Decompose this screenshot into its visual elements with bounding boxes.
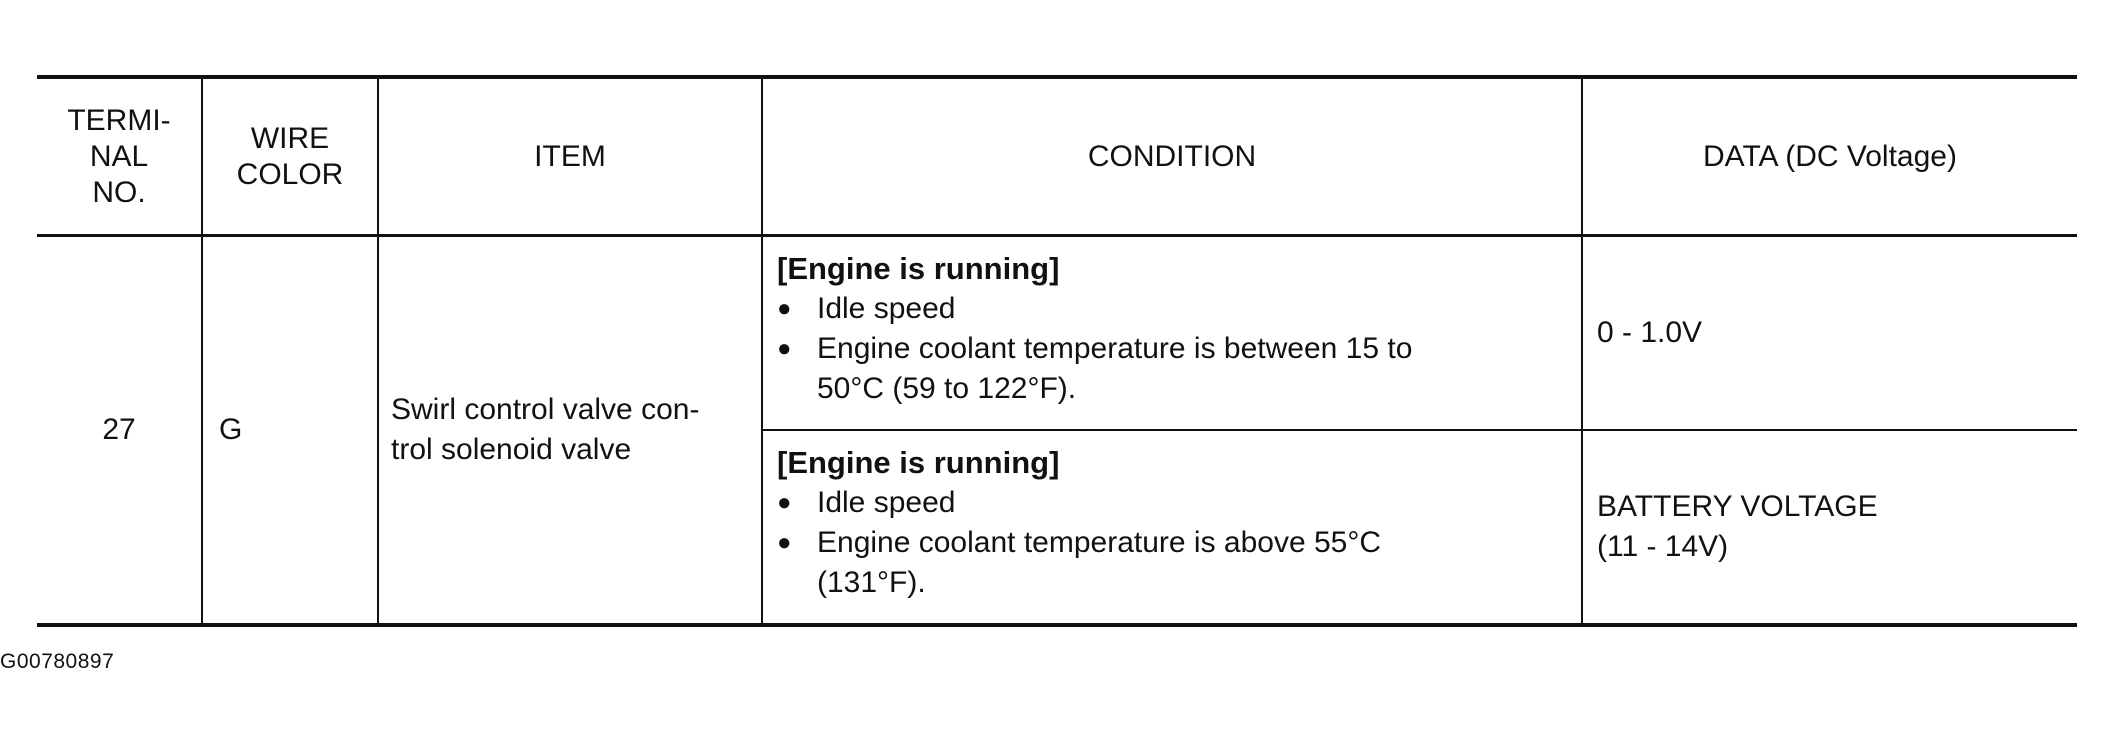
header-item: ITEM — [378, 77, 762, 236]
table-row — [37, 236, 2077, 431]
header-wire-color: WIRE COLOR — [202, 77, 378, 236]
data-voltage-cell: 0 - 1.0V — [1582, 236, 2077, 431]
list-item: ● Engine coolant temperature is above 55°C (131°F). — [777, 523, 1561, 603]
terminal-data-table — [37, 75, 2077, 627]
terminal-number-cell: 27 — [37, 236, 202, 626]
bullet-icon: ● — [777, 335, 792, 362]
data-voltage-cell: BATTERY VOLTAGE (11 - 14V) — [1582, 430, 2077, 625]
header-terminal-no: TERMI- NAL NO. — [37, 77, 202, 236]
table-header-row — [37, 77, 2077, 236]
item-cell: Swirl control valve con- trol solenoid valve — [378, 236, 762, 626]
bullet-icon: ● — [777, 295, 792, 322]
list-item: ● Engine coolant temperature is between 15 to 50°C (59 to 122°F). — [777, 329, 1561, 409]
wire-color-cell: G — [202, 236, 378, 626]
condition-title: [Engine is running] — [777, 251, 1060, 286]
bullet-icon: ● — [777, 489, 792, 516]
header-condition: CONDITION — [762, 77, 1582, 236]
condition-cell — [762, 236, 1582, 431]
condition-cell — [762, 430, 1582, 625]
figure-code: G00780897 — [0, 650, 115, 673]
bullet-icon: ● — [777, 529, 792, 556]
list-item: ● Idle speed — [777, 483, 1561, 523]
condition-title: [Engine is running] — [777, 445, 1060, 480]
header-data: DATA (DC Voltage) — [1582, 77, 2077, 236]
list-item: ● Idle speed — [777, 289, 1561, 329]
